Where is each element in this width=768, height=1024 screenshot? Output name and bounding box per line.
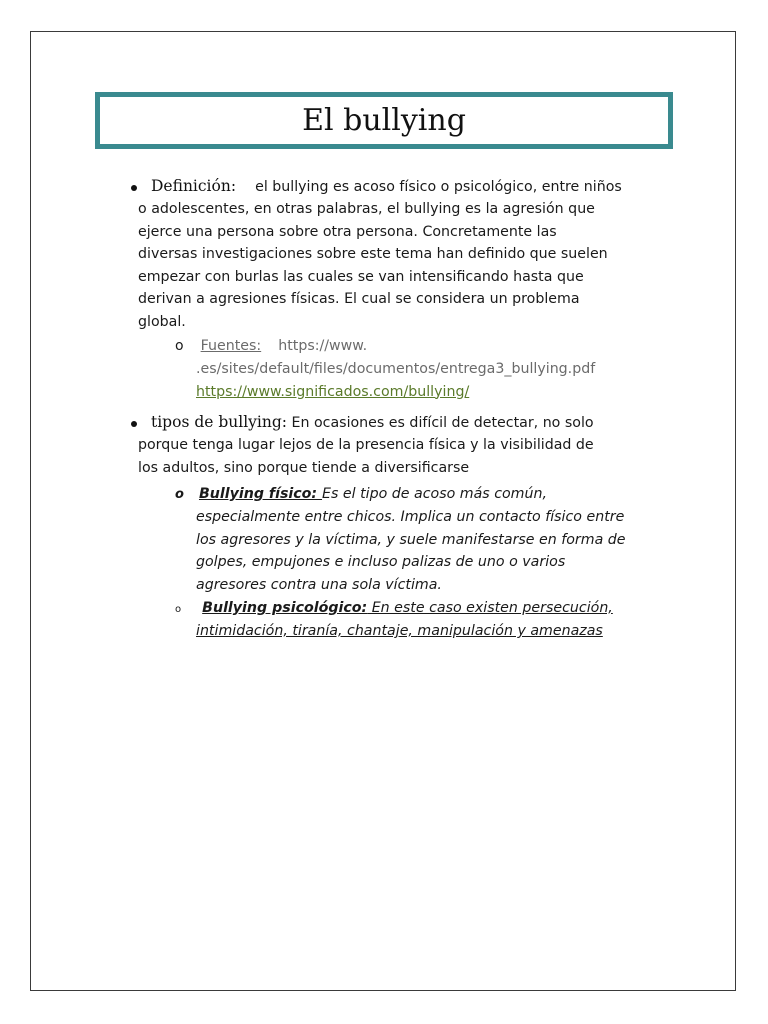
sources-marker: o	[175, 338, 184, 354]
psicologico-first-line	[175, 597, 613, 620]
fisico-line: golpes, empujones e incluso palizas de uno o varios	[196, 554, 566, 571]
tipos-line: En ocasiones es difícil de detectar, no solo	[291, 415, 594, 431]
tipos-term: tipos de bullying	[151, 413, 282, 431]
definicion-line: el bullying es acoso físico o psicológico, entre niños	[255, 179, 622, 195]
definicion-term: Definición:	[151, 177, 237, 195]
bullet-tipos	[131, 421, 137, 427]
fisico-label: Bullying físico:	[198, 486, 323, 502]
psicologico-line: En este caso existen persecución,	[367, 600, 613, 616]
tipos-line: porque tenga lugar lejos de la presencia física y la visibilidad de	[138, 437, 594, 453]
tipos-line: los adultos, sino porque tiende a diversificarse	[138, 459, 470, 476]
fisico-line: los agresores y la víctima, y suele manifestarse en forma de	[196, 531, 626, 548]
significados-link[interactable]: https://www.significados.com/bullying/	[196, 383, 470, 400]
psicologico-line: intimidación, tiranía, chantaje, manipulación y amenazas	[196, 623, 603, 639]
definicion-line: ejerce una persona sobre otra persona. Concretamente las	[138, 223, 557, 240]
psicologico-label: Bullying psicológico:	[202, 600, 368, 616]
sources-url-part2: .es/sites/default/files/documentos/entrega3_bullying.pdf	[196, 361, 596, 377]
fisico-line: agresores contra una sola víctima.	[196, 576, 442, 593]
title-box	[95, 92, 673, 149]
sources-url-part1: https://www.	[278, 338, 368, 354]
psicologico-body	[196, 620, 603, 643]
sources-continued	[196, 358, 595, 403]
tipos-colon: :	[281, 413, 288, 431]
definicion-first-line	[151, 175, 622, 198]
fisico-line: Es el tipo de acoso más común,	[322, 486, 547, 502]
definicion-line: diversas investigaciones sobre este tema han definido que suelen	[138, 246, 608, 263]
definicion-line: derivan a agresiones físicas. El cual se considera un problema	[138, 291, 580, 308]
psicologico-marker: o	[175, 604, 182, 615]
sources-block	[175, 335, 367, 358]
fisico-line: especialmente entre chicos. Implica un contacto físico entre	[196, 509, 625, 525]
bullet-definicion	[131, 185, 137, 191]
tipos-body	[138, 434, 594, 479]
fisico-first-line	[175, 483, 547, 506]
sources-label-link[interactable]: Fuentes:	[200, 338, 262, 354]
page-title: El bullying	[302, 102, 466, 138]
fisico-body	[196, 506, 626, 596]
definicion-body	[138, 198, 608, 334]
tipos-first-line	[151, 411, 594, 434]
definicion-line: empezar con burlas las cuales se van intensificando hasta que	[138, 268, 584, 285]
definicion-line: o adolescentes, en otras palabras, el bullying es la agresión que	[138, 201, 595, 217]
definicion-line: global.	[138, 313, 186, 330]
fisico-marker: o	[175, 487, 184, 502]
